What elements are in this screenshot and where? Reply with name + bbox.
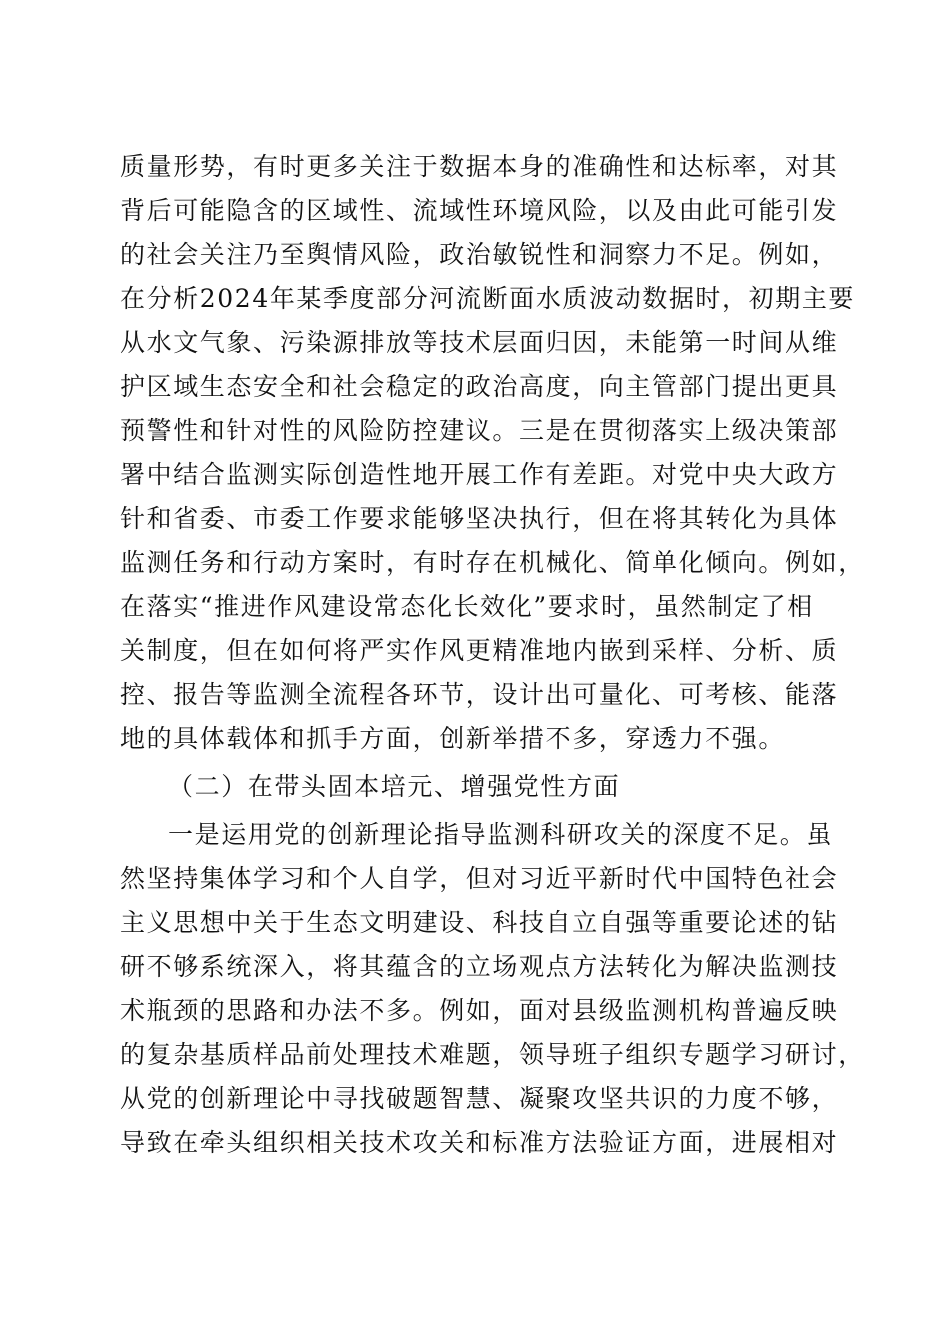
paragraph-line: 导致在牵头组织相关技术攻关和标准方法验证方面，进展相对 <box>120 1128 839 1157</box>
paragraph-line: 护区域生态安全和社会稳定的政治高度，向主管部门提出更具 <box>120 372 839 401</box>
paragraph-line: 署中结合监测实际创造性地开展工作有差距。对党中央大政方 <box>120 460 839 489</box>
paragraph-line: 针和省委、市委工作要求能够坚决执行，但在将其转化为具体 <box>120 504 839 533</box>
paragraph-first-line: 一是运用党的创新理论指导监测科研攻关的深度不足。虽 <box>168 820 834 849</box>
paragraph-line: 的社会关注乃至舆情风险，政治敏锐性和洞察力不足。例如， <box>120 240 839 269</box>
paragraph-line: 背后可能隐含的区域性、流域性环境风险，以及由此可能引发 <box>120 196 839 225</box>
paragraph-line: 的复杂基质样品前处理技术难题，领导班子组织专题学习研讨， <box>120 1040 865 1069</box>
paragraph-line: 研不够系统深入，将其蕴含的立场观点方法转化为解决监测技 <box>120 952 839 981</box>
paragraph-line: 质量形势，有时更多关注于数据本身的准确性和达标率，对其 <box>120 152 839 181</box>
paragraph-line: 监测任务和行动方案时，有时存在机械化、简单化倾向。例如， <box>120 548 865 577</box>
paragraph-line: 从水文气象、污染源排放等技术层面归因，未能第一时间从维 <box>120 328 839 357</box>
section-heading: （二）在带头固本培元、增强党性方面 <box>168 772 621 801</box>
paragraph-line: 主义思想中关于生态文明建设、科技自立自强等重要论述的钻 <box>120 908 839 937</box>
paragraph-line: 控、报告等监测全流程各环节，设计出可量化、可考核、能落 <box>120 680 839 709</box>
paragraph-line: 预警性和针对性的风险防控建议。三是在贯彻落实上级决策部 <box>120 416 839 445</box>
paragraph-line: 关制度，但在如何将严实作风更精准地内嵌到采样、分析、质 <box>120 636 839 665</box>
paragraph-line: 在分析2024年某季度部分河流断面水质波动数据时，初期主要 <box>120 284 856 313</box>
paragraph-line: 术瓶颈的思路和办法不多。例如，面对县级监测机构普遍反映 <box>120 996 839 1025</box>
paragraph-line: 从党的创新理论中寻找破题智慧、凝聚攻坚共识的力度不够， <box>120 1084 839 1113</box>
paragraph-line: 然坚持集体学习和个人自学，但对习近平新时代中国特色社会 <box>120 864 839 893</box>
paragraph-line: 地的具体载体和抓手方面，创新举措不多，穿透力不强。 <box>120 724 786 753</box>
paragraph-line: 在落实“推进作风建设常态化长效化”要求时，虽然制定了相 <box>120 592 814 621</box>
